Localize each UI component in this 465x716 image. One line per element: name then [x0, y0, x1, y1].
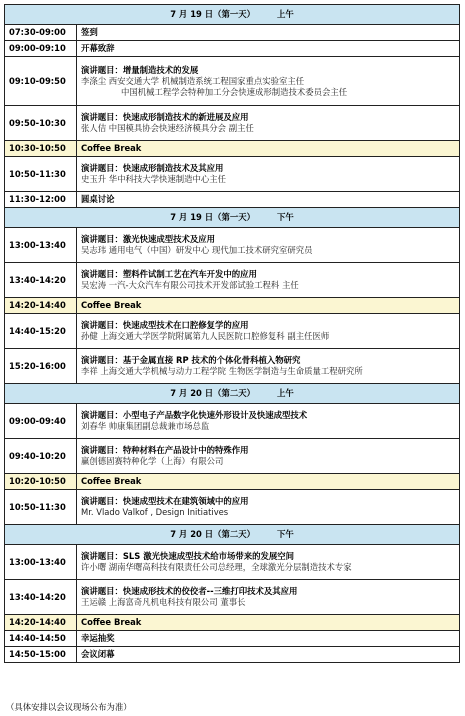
- speaker-info: 史玉升 华中科技大学快速制造中心主任: [81, 174, 227, 184]
- day-header-date: 7 月 19 日（第一天）: [170, 9, 256, 19]
- time-slot: 13:40-14:20: [5, 263, 77, 298]
- session-cell: [77, 545, 460, 580]
- talk-title: 演讲题目：快速成形制造技术的新进展及应用: [81, 112, 249, 122]
- day-header-date: 7 月 19 日（第一天）: [170, 212, 256, 222]
- time-slot: 10:50-11:30: [5, 490, 77, 525]
- session-cell: [77, 263, 460, 298]
- session-cell: Coffee Break: [77, 141, 460, 157]
- time-slot: 10:20-10:50: [5, 474, 77, 490]
- agenda-body: [5, 5, 460, 663]
- talk-row: [5, 106, 460, 141]
- time-slot: 15:20-16:00: [5, 349, 77, 384]
- day-header-row: [5, 208, 460, 228]
- time-slot: 11:30-12:00: [5, 192, 77, 208]
- talk-title: 演讲题目：快速成形制造技术及其应用: [81, 163, 224, 173]
- time-slot: 09:00-09:40: [5, 404, 77, 439]
- talk-row: [5, 580, 460, 615]
- session-cell: [77, 228, 460, 263]
- session-cell: [77, 314, 460, 349]
- speaker-info-extra: 中国机械工程学会特种加工分会快速成形制造技术委员会主任: [121, 86, 348, 97]
- speaker-info: 张人佶 中国模具协会快速经济模具分会 副主任: [81, 123, 254, 133]
- talk-row: [5, 314, 460, 349]
- agenda-row: [5, 41, 460, 57]
- agenda-row: [5, 631, 460, 647]
- coffee-break-row: [5, 298, 460, 314]
- agenda-row: [5, 192, 460, 208]
- speaker-info: 吴宏涛 一汽-大众汽车有限公司技术开发部试验工程科 主任: [81, 280, 299, 290]
- speaker-info: 李祥 上海交通大学机械与动力工程学院 生物医学制造与生命质量工程研究所: [81, 366, 363, 376]
- talk-title: 演讲题目：塑料件试制工艺在汽车开发中的应用: [81, 269, 257, 279]
- talk-title: 演讲题目：特种材料在产品设计中的特殊作用: [81, 445, 249, 455]
- session-cell: [77, 404, 460, 439]
- day-header-row: [5, 384, 460, 404]
- session-cell: [77, 580, 460, 615]
- time-slot: 09:40-10:20: [5, 439, 77, 474]
- talk-title: 演讲题目：小型电子产品数字化快速外形设计及快速成型技术: [81, 410, 308, 420]
- talk-row: [5, 157, 460, 192]
- day-header-row: [5, 5, 460, 25]
- day-header: [5, 5, 460, 25]
- session-cell: [77, 106, 460, 141]
- talk-title: 演讲题目：快速成型技术在口腔修复学的应用: [81, 320, 249, 330]
- talk-row: [5, 57, 460, 106]
- talk-title: 演讲题目：SLS 激光快速成型技术给市场带来的发展空间: [81, 551, 294, 561]
- coffee-break-row: [5, 474, 460, 490]
- talk-title: 演讲题目：激光快速成型技术及应用: [81, 234, 215, 244]
- agenda-row: [5, 25, 460, 41]
- speaker-info: 王运赣 上海富奇凡机电科技有限公司 董事长: [81, 597, 246, 607]
- session-cell: [77, 57, 460, 106]
- talk-title: 演讲题目：快速成型技术在建筑领域中的应用: [81, 496, 249, 506]
- day-header-period: 上午: [277, 9, 294, 19]
- session-cell: [77, 490, 460, 525]
- agenda-table: [4, 4, 460, 663]
- talk-row: [5, 439, 460, 474]
- speaker-info: Mr. Vlado Valkof , Design Initiatives: [81, 507, 229, 517]
- speaker-info: 刘春华 帅康集团副总裁兼市场总监: [81, 421, 210, 431]
- day-header-period: 上午: [277, 388, 294, 398]
- agenda-row: [5, 647, 460, 663]
- time-slot: 07:30-09:00: [5, 25, 77, 41]
- time-slot: 10:50-11:30: [5, 157, 77, 192]
- day-header-period: 下午: [277, 212, 294, 222]
- time-slot: 09:00-09:10: [5, 41, 77, 57]
- talk-row: [5, 545, 460, 580]
- talk-row: [5, 490, 460, 525]
- time-slot: 13:00-13:40: [5, 545, 77, 580]
- session-cell: Coffee Break: [77, 615, 460, 631]
- day-header: [5, 525, 460, 545]
- day-header: [5, 208, 460, 228]
- time-slot: 14:40-14:50: [5, 631, 77, 647]
- day-header-row: [5, 525, 460, 545]
- speaker-info: 李涤尘 西安交通大学 机械制造系统工程国家重点实验室主任: [81, 75, 305, 86]
- time-slot: 10:30-10:50: [5, 141, 77, 157]
- time-slot: 14:40-15:20: [5, 314, 77, 349]
- coffee-break-row: [5, 615, 460, 631]
- session-cell: 会议闭幕: [77, 647, 460, 663]
- talk-title: 演讲题目：快速成形技术的佼佼者--三维打印技术及其应用: [81, 586, 298, 596]
- session-cell: 幸运抽奖: [77, 631, 460, 647]
- session-cell: 开幕致辞: [77, 41, 460, 57]
- footnote: （具体安排以会议现场公布为准）: [6, 702, 132, 712]
- coffee-break-row: [5, 141, 460, 157]
- speaker-info: 赢创德固赛特种化学（上海）有限公司: [81, 456, 224, 466]
- day-header: [5, 384, 460, 404]
- time-slot: 13:40-14:20: [5, 580, 77, 615]
- session-cell: [77, 349, 460, 384]
- session-cell: Coffee Break: [77, 298, 460, 314]
- session-cell: Coffee Break: [77, 474, 460, 490]
- session-cell: 圆桌讨论: [77, 192, 460, 208]
- day-header-date: 7 月 20 日（第二天）: [170, 529, 256, 539]
- day-header-period: 下午: [277, 529, 294, 539]
- time-slot: 09:10-09:50: [5, 57, 77, 106]
- talk-row: [5, 404, 460, 439]
- talk-row: [5, 349, 460, 384]
- day-header-date: 7 月 20 日（第二天）: [170, 388, 256, 398]
- speaker-info: 孙健 上海交通大学医学院附属第九人民医院口腔修复科 副主任医师: [81, 331, 330, 341]
- talk-row: [5, 228, 460, 263]
- talk-title: 演讲题目：增量制造技术的发展: [81, 64, 199, 75]
- talk-row: [5, 263, 460, 298]
- time-slot: 14:20-14:40: [5, 298, 77, 314]
- session-cell: [77, 439, 460, 474]
- talk-title: 演讲题目：基于金属直接 RP 技术的个体化骨科植入物研究: [81, 355, 301, 365]
- speaker-info: 许小曙 湖南华曙高科技有限责任公司总经理，全球激光分层制造技术专家: [81, 562, 352, 572]
- time-slot: 13:00-13:40: [5, 228, 77, 263]
- session-cell: [77, 157, 460, 192]
- speaker-info: 吴志玮 通用电气（中国）研发中心 现代加工技术研究室研究员: [81, 245, 313, 255]
- time-slot: 09:50-10:30: [5, 106, 77, 141]
- session-cell: 签到: [77, 25, 460, 41]
- time-slot: 14:20-14:40: [5, 615, 77, 631]
- time-slot: 14:50-15:00: [5, 647, 77, 663]
